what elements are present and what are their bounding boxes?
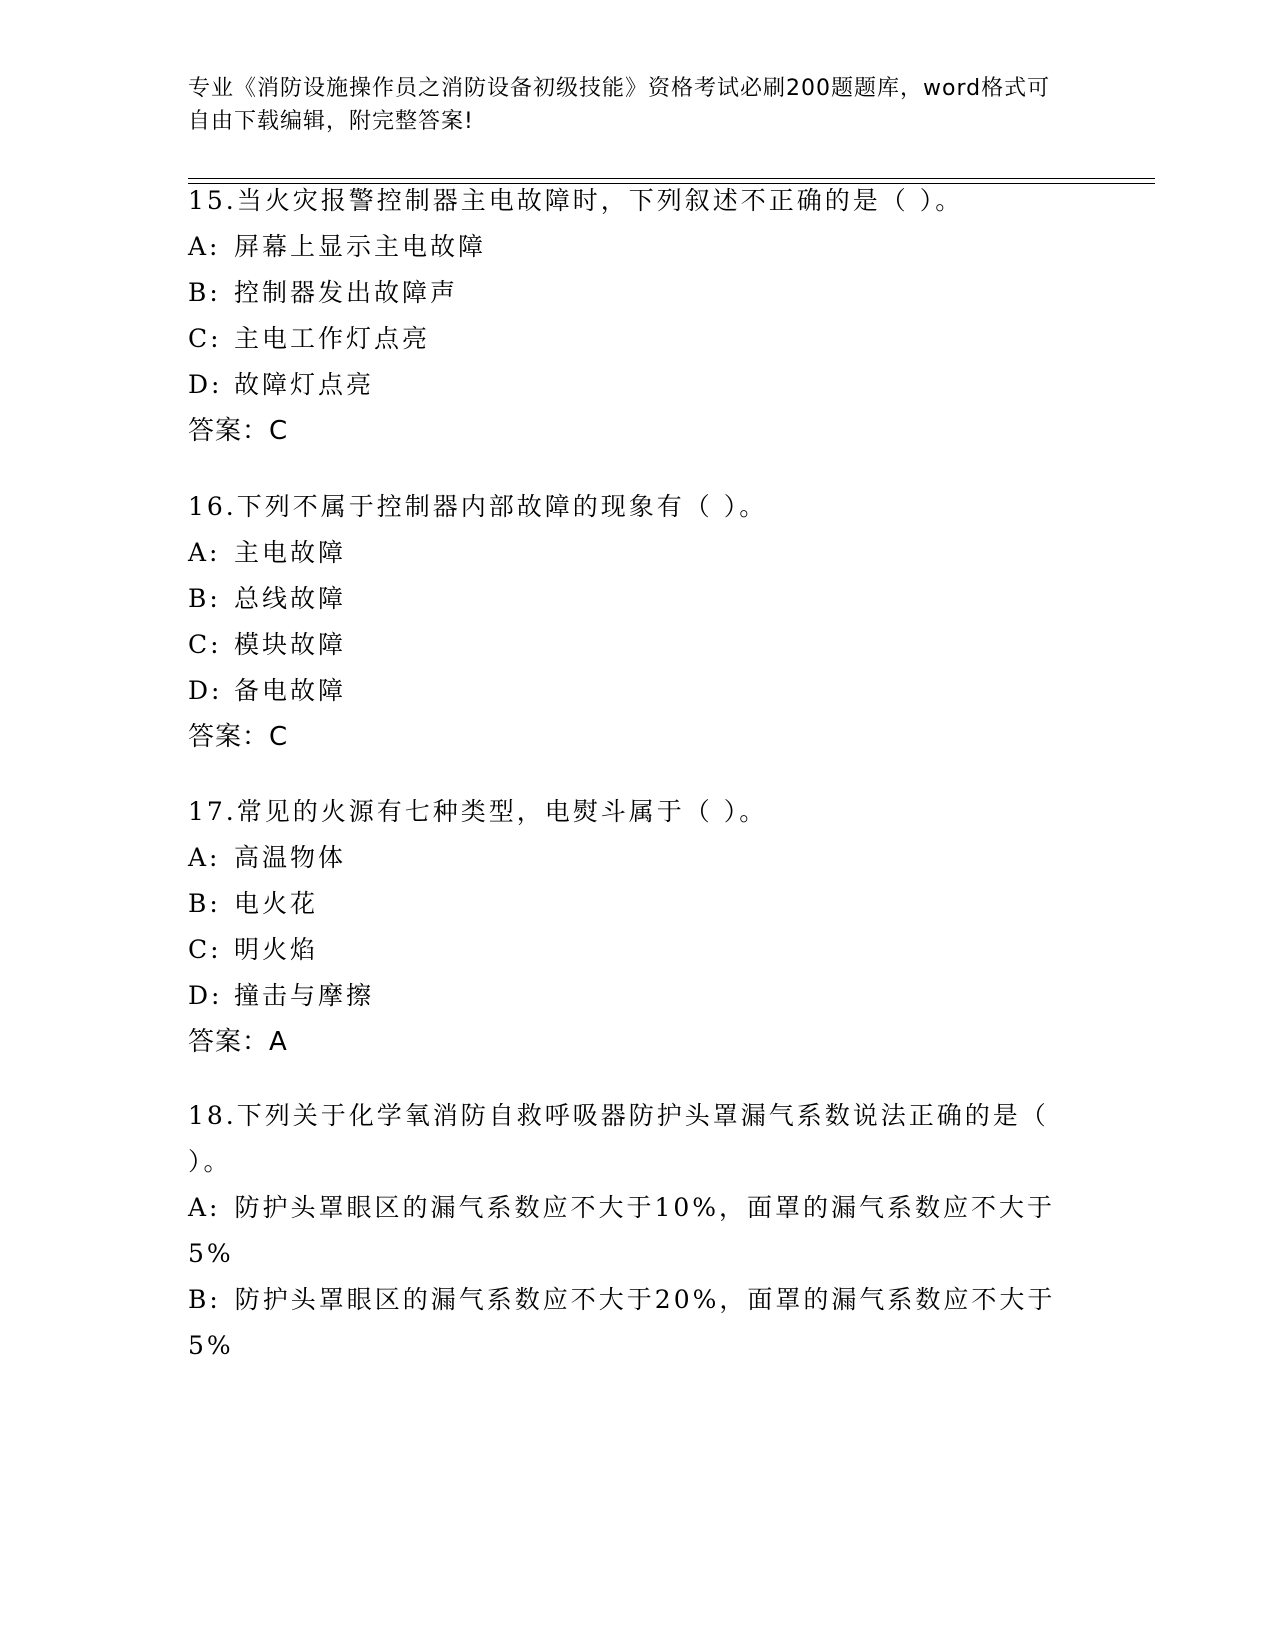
question-stem: 16.下列不属于控制器内部故障的现象有（ ）。 bbox=[188, 492, 768, 521]
option-letter: A: bbox=[188, 1193, 221, 1222]
option-letter: A: bbox=[188, 232, 221, 261]
option-text: 防护头罩眼区的漏气系数应不大于10%，面罩的漏气系数应不大于5% bbox=[188, 1193, 1056, 1268]
option-letter: C: bbox=[188, 324, 222, 353]
question-15 bbox=[188, 178, 1068, 454]
option-d bbox=[188, 973, 1068, 1019]
option-d bbox=[188, 362, 1068, 408]
answer-line: 答案：C bbox=[188, 722, 289, 752]
option-text: 防护头罩眼区的漏气系数应不大于20%，面罩的漏气系数应不大于5% bbox=[188, 1285, 1056, 1360]
option-letter: D: bbox=[188, 981, 223, 1010]
option-letter: B: bbox=[188, 278, 221, 307]
option-b bbox=[188, 1277, 1068, 1369]
option-a bbox=[188, 1185, 1068, 1277]
option-letter: B: bbox=[188, 584, 221, 613]
option-letter: C: bbox=[188, 935, 222, 964]
option-a bbox=[188, 835, 1068, 881]
option-text: 模块故障 bbox=[234, 630, 347, 659]
option-text: 撞击与摩擦 bbox=[234, 981, 375, 1010]
answer-line: 答案：A bbox=[188, 1027, 288, 1057]
option-letter: D: bbox=[188, 676, 223, 705]
option-c bbox=[188, 927, 1068, 973]
option-letter: D: bbox=[188, 370, 223, 399]
question-stem: 18.下列关于化学氧消防自救呼吸器防护头罩漏气系数说法正确的是（ ）。 bbox=[188, 1101, 1049, 1176]
option-letter: A: bbox=[188, 843, 221, 872]
option-a bbox=[188, 224, 1068, 270]
document-header: 专业《消防设施操作员之消防设备初级技能》资格考试必刷200题题库，word格式可自由下载编辑，附完整答案! bbox=[188, 76, 1051, 134]
option-text: 备电故障 bbox=[234, 676, 347, 705]
question-stem: 17.常见的火源有七种类型，电熨斗属于（ ）。 bbox=[188, 797, 768, 826]
option-text: 控制器发出故障声 bbox=[234, 278, 459, 307]
option-letter: B: bbox=[188, 889, 221, 918]
answer-line: 答案：C bbox=[188, 416, 289, 446]
option-text: 主电故障 bbox=[234, 538, 347, 567]
option-d bbox=[188, 668, 1068, 714]
option-c bbox=[188, 622, 1068, 668]
option-letter: A: bbox=[188, 538, 221, 567]
option-text: 高温物体 bbox=[234, 843, 347, 872]
option-text: 屏幕上显示主电故障 bbox=[234, 232, 487, 261]
option-text: 故障灯点亮 bbox=[234, 370, 375, 399]
question-18 bbox=[188, 1093, 1068, 1369]
option-text: 明火焰 bbox=[234, 935, 319, 964]
option-text: 主电工作灯点亮 bbox=[234, 324, 431, 353]
option-letter: B: bbox=[188, 1285, 221, 1314]
option-text: 总线故障 bbox=[234, 584, 347, 613]
question-16 bbox=[188, 484, 1068, 760]
option-text: 电火花 bbox=[234, 889, 319, 918]
option-c bbox=[188, 316, 1068, 362]
option-b bbox=[188, 270, 1068, 316]
option-b bbox=[188, 881, 1068, 927]
question-stem: 15.当火灾报警控制器主电故障时，下列叙述不正确的是（ ）。 bbox=[188, 186, 964, 215]
option-b bbox=[188, 576, 1068, 622]
option-a bbox=[188, 530, 1068, 576]
question-17 bbox=[188, 789, 1068, 1065]
option-letter: C: bbox=[188, 630, 222, 659]
